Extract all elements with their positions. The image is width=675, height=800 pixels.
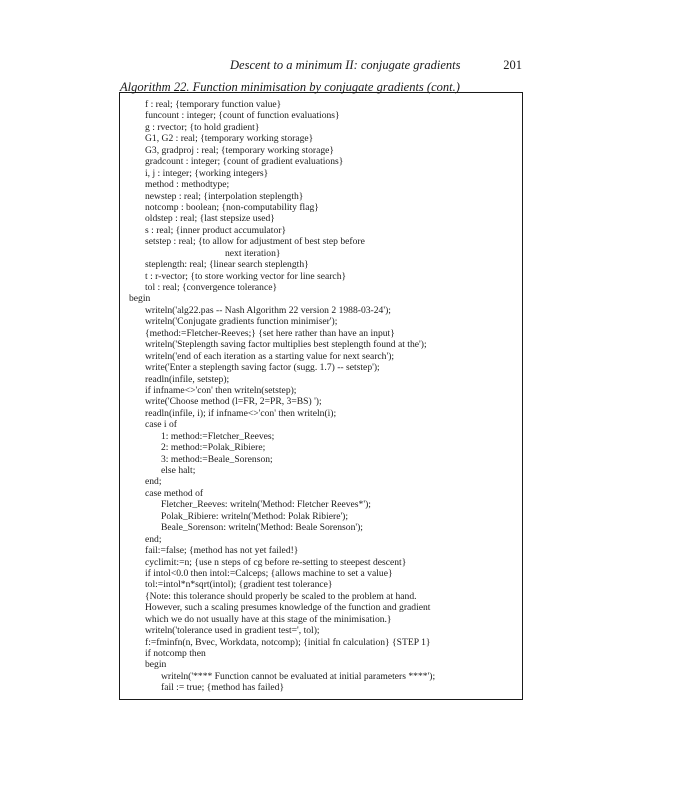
algorithm-caption: Algorithm 22. Function minimisation by conjugate gradients (cont.) [120, 80, 460, 94]
code-line: write('Choose method (l=FR, 2=PR, 3=BS) '); [145, 396, 322, 408]
code-line: notcomp : boolean; {non-computability flag} [145, 201, 319, 213]
code-line: G1, G2 : real; {temporary working storage} [145, 133, 314, 145]
code-line: readln(infile, i); if infname<>'con' then writeln(i); [145, 407, 337, 419]
code-line: oldstep : real; {last stepsize used} [145, 213, 275, 225]
code-line: s : real; {inner product accumulator} [145, 224, 287, 236]
code-line: {method:=Fletcher-Reeves;} {set here rather than have an input} [145, 327, 395, 339]
code-listing-box [119, 92, 523, 700]
code-line: t : r-vector; {to store working vector for line search} [145, 270, 347, 282]
code-line: steplength: real; {linear search steplength} [145, 259, 309, 271]
code-line: writeln('Steplength saving factor multiplies best steplength found at the'); [145, 339, 427, 351]
page-number: 201 [503, 58, 522, 72]
code-line: end; [145, 476, 162, 488]
code-line: readln(infile, setstep); [145, 373, 230, 385]
running-title: Descent to a minimum II: conjugate gradients [230, 58, 461, 72]
code-line: writeln('alg22.pas -- Nash Algorithm 22 version 2 1988-03-24'); [145, 304, 391, 316]
code-line: Polak_Ribiere: writeln('Method: Polak Ribiere'); [161, 510, 349, 522]
code-line: else halt; [161, 465, 196, 476]
code-line: which we do not usually have at this stage of the minimisation.} [145, 613, 392, 625]
code-line: i, j : integer; {working integers} [145, 167, 269, 179]
code-line: begin [145, 659, 167, 671]
code-line: writeln('end of each iteration as a starting value for next search'); [145, 350, 395, 362]
code-line: if intol<0.0 then intol:=Calceps; {allows machine to set a value} [145, 567, 393, 579]
code-listing [120, 99, 522, 694]
code-line: f:=fminfn(n, Bvec, Workdata, notcomp); {initial fn calculation} {STEP 1} [145, 636, 431, 648]
code-line: Beale_Sorenson: writeln('Method: Beale Sorenson'); [161, 522, 363, 534]
code-line: case method of [145, 487, 204, 499]
code-line: tol:=intol*n*sqrt(intol); {gradient test tolerance} [145, 579, 333, 591]
running-head [120, 57, 522, 73]
code-line: newstep : real; {interpolation steplength} [145, 190, 304, 202]
code-line: writeln('tolerance used in gradient test=', tol); [145, 625, 320, 637]
code-line: begin [129, 293, 151, 305]
code-line: end; [145, 533, 162, 545]
code-line: cyclimit:=n; {use n steps of cg before re-setting to steepest descent} [145, 556, 407, 568]
code-line: fail := true; {method has failed} [161, 682, 285, 694]
code-line: G3, gradproj : real; {temporary working storage} [145, 144, 335, 156]
code-line: 2: method:=Polak_Ribiere; [161, 442, 266, 454]
code-line: funcount : integer; {count of function evaluations} [145, 110, 340, 122]
code-line: Fletcher_Reeves: writeln('Method: Fletcher Reeves*'); [161, 499, 371, 511]
code-line: next iteration} [225, 247, 281, 259]
code-line: 3: method:=Beale_Sorenson; [161, 453, 273, 465]
code-line: if notcomp then [145, 648, 206, 659]
code-line: 1: method:=Fletcher_Reeves; [161, 430, 275, 442]
code-line: g : rvector; {to hold gradient} [145, 121, 260, 133]
code-line: However, such a scaling presumes knowledge of the function and gradient [145, 602, 431, 614]
code-line: writeln('**** Function cannot be evaluated at initial parameters ****'); [161, 670, 436, 682]
code-line: {Note: this tolerance should properly be scaled to the problem at hand. [145, 590, 417, 602]
code-line: fail:=false; {method has not yet failed!} [145, 545, 299, 557]
code-line: if infname<>'con' then writeln(setstep); [145, 384, 297, 396]
code-line: tol : real; {convergence tolerance} [145, 282, 278, 293]
code-line: case i of [145, 419, 177, 431]
code-line: f : real; {temporary function value} [145, 99, 282, 110]
code-line: setstep : real; {to allow for adjustment of best step before [145, 236, 365, 248]
code-line: write('Enter a steplength saving factor (sugg. 1.7) -- setstep'); [145, 362, 380, 374]
code-line: gradcount : integer; {count of gradient evaluations} [145, 156, 344, 168]
code-line: writeln('Conjugate gradients function minimiser'); [145, 316, 338, 328]
code-line: method : methodtype; [145, 179, 230, 191]
